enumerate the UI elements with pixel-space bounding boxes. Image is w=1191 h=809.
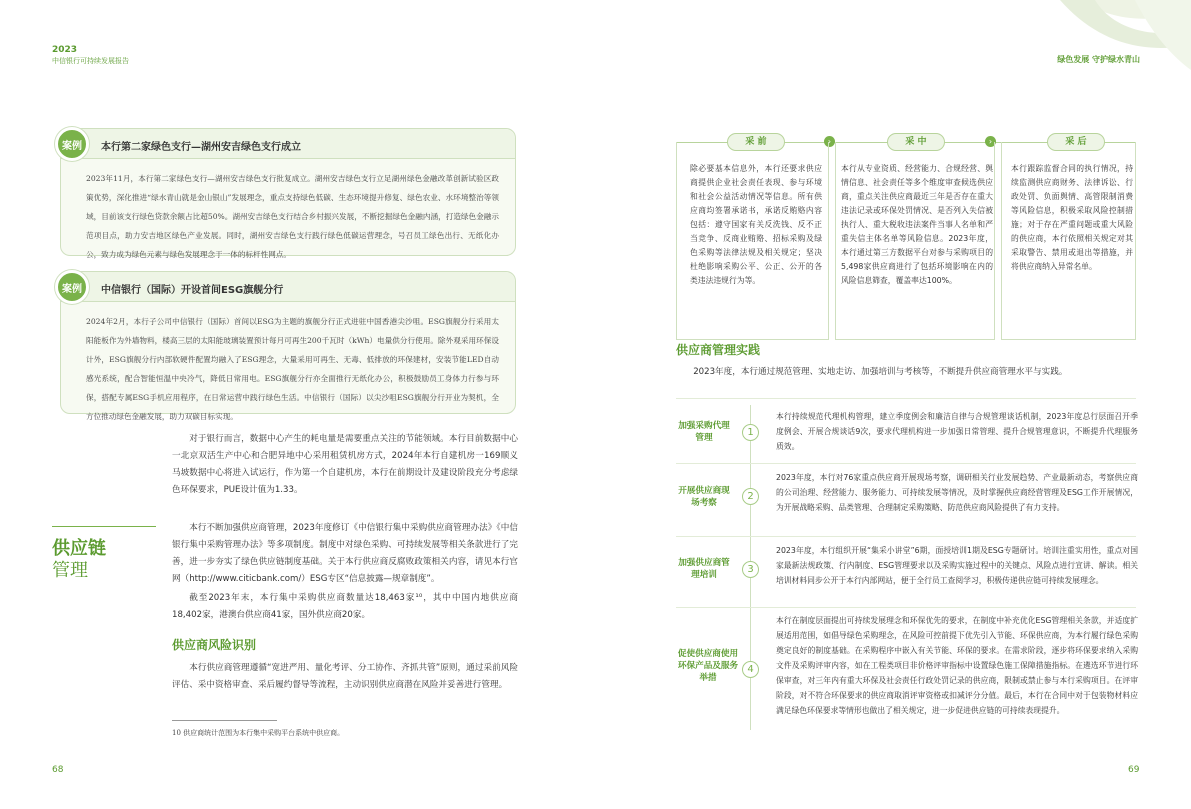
stage-text-before: 除必要基本信息外，本行还要求供应商提供企业社会责任表现、参与环境和社会公益活动情况等信息。所有供应商均签署承诺书，承诺反贿赂内容包括：遵守国家有关反洗钱、反不正当竞争、反商业贿赂、招标采购及绿色采购等法律法规及相关规定；坚决杜绝影响采购公平、公正、公开的各类违法违规行为等。 (690, 164, 822, 285)
case-badge: 案例 (55, 127, 89, 161)
section-title (52, 538, 106, 582)
practice-text-1: 本行持续规范代理机构管理，建立季度例会和廉洁自律与合规管理谈话机制，2023年度总行层面召开季度例会、开展合规谈话9次，要求代理机构进一步加强日常管理、提升合规管理意识，不断提升代理服务质效。 (776, 412, 1138, 451)
case-box-anji (60, 128, 516, 259)
practice-number-3: 3 (742, 561, 759, 578)
practice-label-1: 加强采购代理管理 (678, 421, 730, 443)
practice-separator (676, 463, 1136, 464)
case-badge: 案例 (55, 270, 89, 304)
case-title: 本行第二家绿色支行—湖州安吉绿色支行成立 (101, 142, 301, 153)
leaf-decoration-icon (1040, 0, 1191, 80)
header-tagline: 绿色发展 守护绿水青山 (1057, 55, 1140, 64)
practice-number-2: 2 (742, 488, 759, 505)
practice-separator (676, 536, 1136, 537)
case-body: 2024年2月，本行子公司中信银行（国际）首间以ESG为主题的旗舰分行正式进驻中国香港尖沙咀。ESG旗舰分行采用太阳能板作为外墙物料，楼高三层的太阳能玻璃装置预计每月可再生200千瓦时（kWh）电量供分行使用。除外观采用环保设计外，ESG旗舰分行内部软硬件配置均融入了ESG理念，大量采用可再生、无毒、低排放的环保建材，安装节能LED自动感光系统，配合智能恒温中央冷气，降低日常用电。ESG旗舰分行亦全面推行无纸化办公，积极鼓励员工身体力行参与环保，搭配专属ESG手机应用程序，在日常运营中践行绿色生活。中信银行（国际）以尖沙咀ESG旗舰分行开业为契机，全方位推动绿色金融发展，助力双碳目标实现。 (86, 317, 499, 421)
case-title: 中信银行（国际）开设首间ESG旗舰分行 (101, 285, 284, 296)
arrow-right-icon: › (985, 136, 996, 147)
stage-pill-during: 采 中 (887, 133, 945, 151)
supply-mgmt-paragraph: 本行不断加强供应商管理，2023年度修订《中信银行集中采购供应商管理办法》《中信银行集中采购管理办法》等多项制度。制度中对绿色采购、可持续发展等相关条款进行了完善，进一步夯实了绿色供应链制度基础。关于本行供应商反腐败政策相关内容，请见本行官网（http://www.citicbank.com/）ESG专区“信息披露—规章制度”。 (172, 523, 518, 584)
practice-label-3: 加强供应商管理培训 (678, 558, 730, 580)
practice-number-1: 1 (742, 424, 759, 441)
practice-text-3: 2023年度，本行组织开展“集采小讲堂”6期，面授培训1期及ESG专题研讨。培训注重实用性，重点对国家最新法规政策、行内制度、ESG管理要求以及采购实施过程中的关键点、风险点进行宣讲、解读。相关培训材料同步公开于本行内部网站，便于全行员工查阅学习，积极传递供应链可持续发展理念。 (776, 546, 1138, 585)
practice-separator (676, 607, 1136, 608)
report-title: 中信银行可持续发展报告 (52, 57, 129, 65)
page-number-right: 69 (1128, 765, 1140, 775)
risk-paragraph: 本行供应商管理遵循“宽进严用、量化考评、分工协作、齐抓共管”原则，通过采前风险评估、采中资格审查、采后履约督导等流程，主动识别供应商潜在风险并妥善进行管理。 (172, 663, 518, 690)
footnote-rule (172, 720, 277, 721)
stage-text-after: 本行跟踪监督合同的执行情况，持续监测供应商财务、法律诉讼、行政处罚、负面舆情、高管限制消费等风险信息，积极采取风险控制措施；对于存在严重问题或重大风险的供应商，本行依照相关规定对其采取警告、禁用或退出等措施，并将供应商纳入异常名单。 (1011, 164, 1133, 271)
practice-intro: 2023年度，本行通过规范管理、实地走访、加强培训与考核等，不断提升供应商管理水平与实践。 (693, 367, 1068, 377)
risk-subheading: 供应商风险识别 (172, 638, 257, 652)
page-number-left: 68 (52, 765, 64, 775)
stage-pill-after: 采 后 (1047, 133, 1105, 151)
practice-number-4: 4 (742, 661, 759, 678)
practice-text-2: 2023年度，本行对76家重点供应商开展现场考察，调研相关行业发展趋势、产业最新动态，考察供应商的公司治理、经营能力、服务能力、可持续发展等情况，及时掌握供应商经营管理及ESG工作开展情况，为开展战略采购、品类管理、合理制定采购策略、防范供应商风险提供了有力支持。 (776, 473, 1138, 512)
footnote: 10 供应商统计范围为本行集中采购平台系统中供应商。 (172, 729, 345, 737)
arrow-right-icon: › (824, 136, 835, 147)
case-body: 2023年11月，本行第二家绿色支行—湖州安吉绿色支行批复成立。湖州安吉绿色支行立足湖州绿色金融改革创新试验区政策优势，深化推进“绿水青山就是金山银山”发展理念，重点支持绿色低碳、生态环境提升修复、绿色农业、水环境整治等领域，目前该支行绿色贷款余额占比超50%。湖州安吉绿色支行结合乡村振兴发展，不断挖掘绿色金融内涵，打造绿色金融示范项目点，助力安吉地区绿色产业发展。同时，湖州安吉绿色支行践行绿色低碳运营理念，号召员工绿色出行、无纸化办公，致力成为绿色元素与绿色发展理念于一体的标杆性网点。 (86, 174, 499, 259)
section-divider (52, 526, 156, 527)
practice-label-2: 开展供应商现场考察 (678, 486, 730, 508)
supplier-count-paragraph: 截至2023年末，本行集中采购供应商数量达18,463家¹⁰，其中中国内地供应商18,402家，港澳台供应商41家，国外供应商20家。 (172, 593, 518, 620)
report-year: 2023 (52, 45, 78, 55)
case-box-hk-esg (60, 271, 516, 421)
practice-label-4: 促使供应商使用环保产品及服务举措 (677, 649, 739, 683)
stage-text-during: 本行从专业资质、经营能力、合规经营、舆情信息、社会责任等多个维度审查候选供应商，重点关注供应商最近三年是否存在重大违法记录或环保处罚情况、是否列入失信被执行人、重大税收违法案件当事人名单和严重失信主体名单等风险信息。2023年度，本行通过第三方数据平台对参与采购项目的5,498家供应商进行了包括环境影响在内的风险信息筛查，覆盖率达100%。 (841, 164, 993, 285)
practice-top-rule (676, 398, 1136, 399)
datacenter-paragraph: 对于银行而言，数据中心产生的耗电量是需要重点关注的节能领域。本行目前数据中心一北京双活生产中心和合肥异地中心采用租赁机房方式，2024年本行自建机房一169顺义马坡数据中心将进入试运行，作为第一个自建机房，本行在前期设计及建设阶段充分考虑绿色环保要求，PUE设计值为1.33。 (172, 434, 518, 495)
practice-text-4: 本行在制度层面提出可持续发展理念和环保优先的要求，在制度中补充优化ESG管理相关条款，并适度扩展适用范围，如倡导绿色采购理念，在风险可控前提下优先引入节能、环保供应商，为本行履行绿色采购奠定良好的制度基础。在采购程序中嵌入有关节能、环保的要求。在需求阶段，逐步将环保要求纳入采购文件及采购评审内容，如在工程类项目非价格评审指标中设置绿色施工保障措施指标。在遴选环节进行环保审查，对三年内有重大环保及社会责任行政处罚记录的供应商，限制或禁止参与本行采购项目。在评审阶段，对不符合环保要求的供应商取消评审资格或扣减评分分值。最后，本行在合同中对于包装物材料应满足绿色环保要求等情形也做出了相关规定，进一步促进供应链的可持续表现提升。 (776, 616, 1138, 715)
section-title-line2: 管理 (52, 560, 88, 581)
practice-heading: 供应商管理实践 (676, 343, 761, 357)
stage-pill-before: 采 前 (727, 133, 785, 151)
section-title-line1: 供应链 (52, 538, 106, 559)
